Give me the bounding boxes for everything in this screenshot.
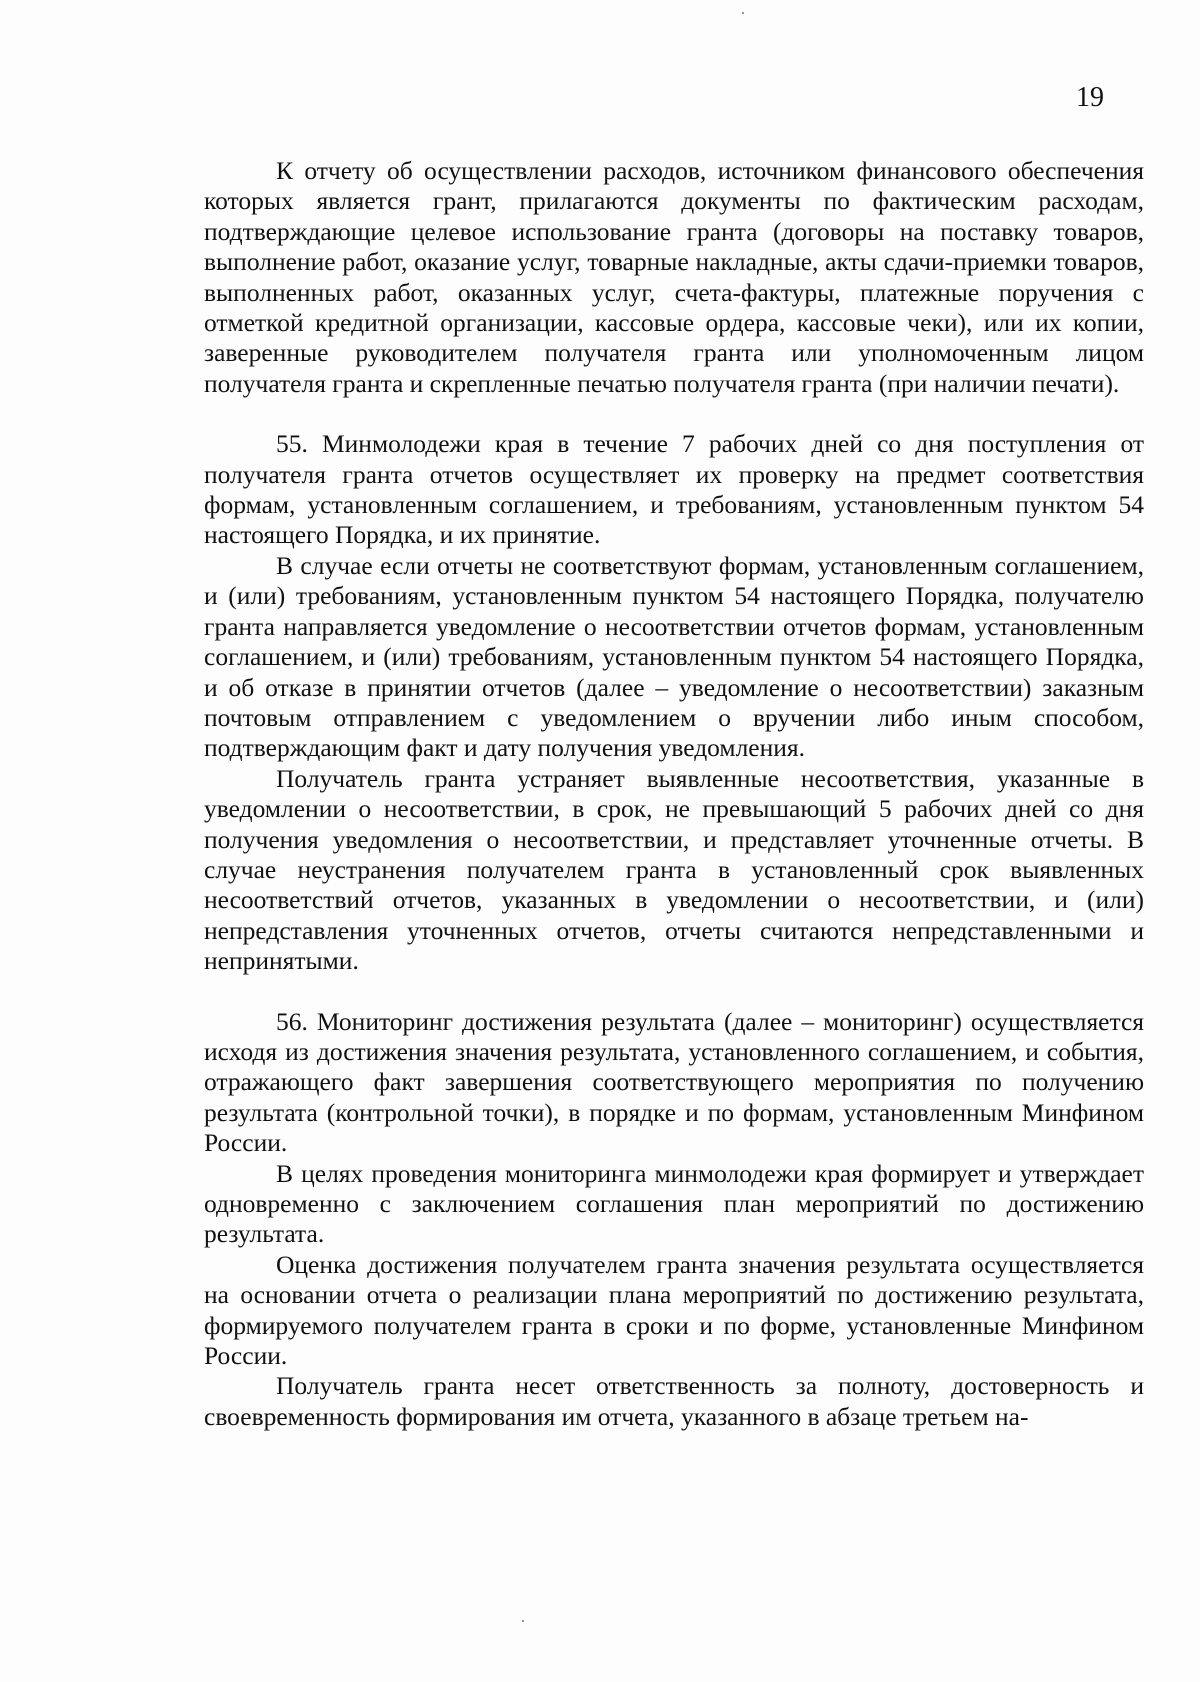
page-number: 19 bbox=[1076, 82, 1104, 113]
paragraph-grantee-responsibility: Получатель гранта несет ответственность за полноту, достоверность и своевременность формирования им отчета, указанного в абзаце третьем на- bbox=[204, 1371, 1144, 1431]
document-body bbox=[204, 156, 1144, 1432]
scan-artifact-dot bbox=[742, 12, 744, 14]
paragraph-nonconformity-notice: В случае если отчеты не соответствуют формам, установленным соглашением, и (или) требованиям, установленным пунктом 54 настоящего Порядка, получателю гранта направляется уведомление о несоответствии отчетов формам, установленным соглашением, и (или) требованиям, установленным пунктом 54 настоящего Порядка, и об отказе в принятии отчетов (далее – уведомление о несоответствии) заказным почтовым отправлением с уведомлением о вручении либо иным способом, подтверждающим факт и дату получения уведомления. bbox=[204, 550, 1144, 763]
paragraph-report-attachments: К отчету об осуществлении расходов, источником финансового обеспечения которых является грант, прилагаются документы по фактическим расходам, подтверждающие целевое использование гранта (договоры на поставку товаров, выполнение работ, оказание услуг, товарные накладные, акты сдачи-приемки товаров, выполненных работ, оказанных услуг, счета-фактуры, платежные поручения с отметкой кредитной организации, кассовые ордера, кассовые чеки), или их копии, заверенные руководителем получателя гранта или уполномоченным лицом получателя гранта и скрепленные печатью получателя гранта (при наличии печати). bbox=[204, 156, 1144, 398]
paragraph-item-55: 55. Минмолодежи края в течение 7 рабочих дней со дня поступления от получателя гранта отчетов осуществляет их проверку на предмет соответствия формам, установленным соглашением, и требованиям, установленным пунктом 54 настоящего Порядка, и их принятие. bbox=[204, 429, 1144, 550]
paragraph-result-assessment: Оценка достижения получателем гранта значения результата осуществляется на основании отчета о реализации плана мероприятий по достижению результата, формируемого получателем гранта в сроки и по форме, установленные Минфином России. bbox=[204, 1249, 1144, 1371]
paragraph-item-56: 56. Мониторинг достижения результата (далее – мониторинг) осуществляется исходя из достижения значения результата, установленного соглашением, и события, отражающего факт завершения соответствующего мероприятия по получению результата (контрольной точки), в порядке и по формам, установленным Минфином России. bbox=[204, 1006, 1144, 1158]
paragraph-monitoring-plan: В целях проведения мониторинга минмолодежи края формирует и утверждает одновременно с заключением соглашения план мероприятий по достижению результата. bbox=[204, 1158, 1144, 1249]
scan-artifact-dot bbox=[522, 1620, 524, 1622]
paragraph-nonconformity-correction: Получатель гранта устраняет выявленные несоответствия, указанные в уведомлении о несоответствии, в срок, не превышающий 5 рабочих дней со дня получения уведомления о несоответствии, и представляет уточненные отчеты. В случае неустранения получателем гранта в установленный срок выявленных несоответствий отчетов, указанных в уведомлении о несоответствии, и (или) непредставления уточненных отчетов, отчеты считаются непредставленными и непринятыми. bbox=[204, 763, 1144, 976]
